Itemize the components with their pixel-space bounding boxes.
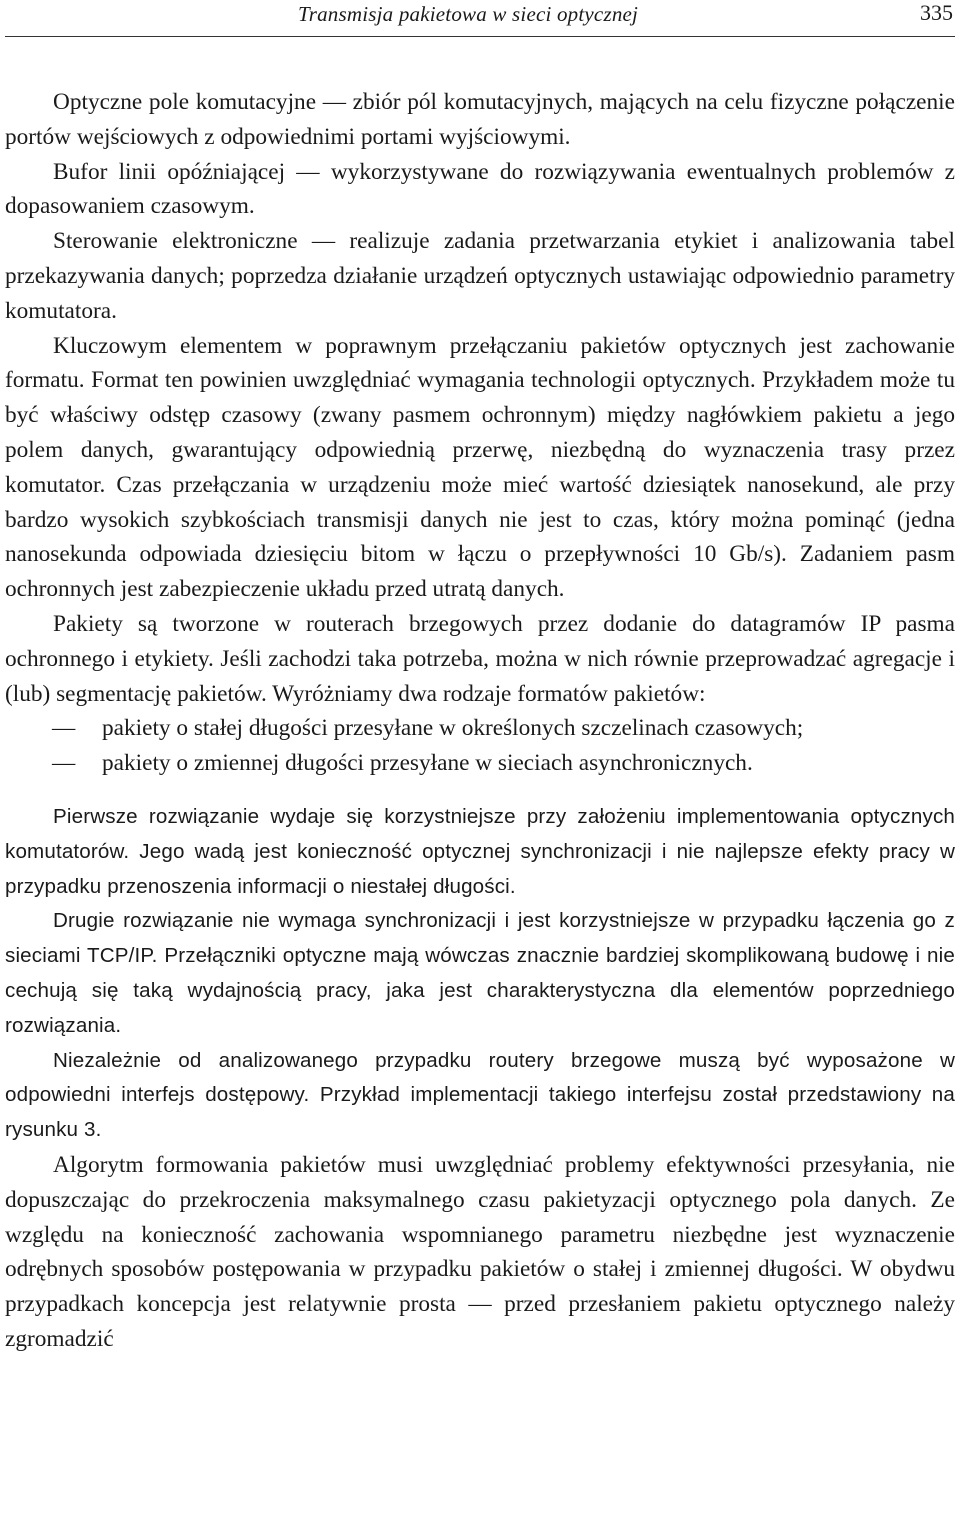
list-item: [5, 746, 955, 781]
list-item: [5, 711, 955, 746]
paragraph-first-solution: Pierwsze rozwiązanie wydaje się korzystniejsze przy założeniu implementowania optycznych komutatorów. Jego wadą jest konieczność optycznej synchronizacji i nie najlepsze efekty pracy w przypadku przenoszenia informacji o niestałej długości.: [5, 804, 955, 898]
paragraph-optical-switching-field: Optyczne pole komutacyjne — zbiór pól komutacyjnych, mających na celu fizyczne połączenie portów wejściowych z odpowiednimi portami wyjściowymi.: [5, 89, 955, 150]
paragraph-packet-forming-algorithm: Algorytm formowania pakietów musi uwzględniać problemy efektywności przesyłania, nie dopuszczając do przekroczenia maksymalnego czasu pakietyzacji optycznego pola danych. Ze względu na konieczność zachowania wspomnianego parametru niezbędne jest wyznaczenie odrębnych sposobów postępowania w przypadku pakietów o stałej i zmiennej długości. W obydwu przypadkach koncepcja jest relatywnie prosta — przed przesłaniem pakietu optycznego należy zgromadzić: [5, 1151, 955, 1352]
running-header: [5, 0, 955, 37]
paragraph-edge-router-interface: Niezależnie od analizowanego przypadku routery brzegowe muszą być wyposażone w odpowiedni interfejs dostępowy. Przykład implementacji takiego interfejsu został przedstawiony na rysunku 3.: [5, 1048, 955, 1142]
page-number: 335: [920, 0, 953, 25]
body-text: [5, 85, 955, 1357]
paragraph-packet-creation: Pakiety są tworzone w routerach brzegowych przez dodanie do datagramów IP pasma ochronnego i etykiety. Jeśli zachodzi taka potrzeba, można w nich równie przeprowadzać agregacje i (lub) segmentację pakietów. Wyróżniamy dwa rodzaje formatów pakietów:: [5, 610, 955, 707]
list-item-text: pakiety o stałej długości przesyłane w określonych szczelinach czasowych;: [102, 715, 804, 742]
list-dash: —: [52, 750, 76, 777]
running-title: Transmisja pakietowa w sieci optycznej: [298, 2, 639, 26]
list-item-text: pakiety o zmiennej długości przesyłane w sieciach asynchronicznych.: [102, 750, 753, 777]
document-page: [5, 0, 955, 1357]
list-dash: —: [52, 715, 76, 742]
paragraph-electronic-control: Sterowanie elektroniczne — realizuje zadania przetwarzania etykiet i analizowania tabel przekazywania danych; poprzedza działanie urządzeń optycznych ustawiając odpowiednio parametry komutatora.: [5, 228, 955, 324]
paragraph-delay-line-buffer: Bufor linii opóźniającej — wykorzystywane do rozwiązywania ewentualnych problemów z dopasowaniem czasowym.: [5, 158, 955, 220]
paragraph-second-solution: Drugie rozwiązanie nie wymaga synchronizacji i jest korzystniejsze w przypadku łączenia go z sieciami TCP/IP. Przełączniki optyczne mają wówczas znacznie bardziej skomplikowaną budowę i nie cechują się taką wydajnością pracy, jaka jest charakterystyczna dla elementów poprzedniego rozwiązania.: [5, 909, 955, 1037]
paragraph-format-key-element: Kluczowym elementem w poprawnym przełączaniu pakietów optycznych jest zachowanie formatu. Format ten powinien uwzględniać wymagania technologii optycznych. Przykładem może tu być właściwy odstęp czasowy (zwany pasmem ochronnym) między nagłówkiem pakietu a jego polem danych, gwarantujący odpowiednią przerwę, niezbędną do wyznaczenia trasy przez komutator. Czas przełączania w urządzeniu może mieć wartość dziesiątek nanosekund, ale przy bardzo wysokich szybkościach transmisji danych nie jest to czas, który można pominąć (jedna nanosekunda odpowiada dziesięciu bitom w łączu o przepływności 10 Gb/s). Zadaniem pasm ochronnych jest zabezpieczenie układu przed utratą danych.: [5, 332, 955, 603]
sans-serif-section: [5, 800, 955, 1148]
paragraph-gap: [5, 781, 955, 800]
packet-format-list: [5, 711, 955, 781]
